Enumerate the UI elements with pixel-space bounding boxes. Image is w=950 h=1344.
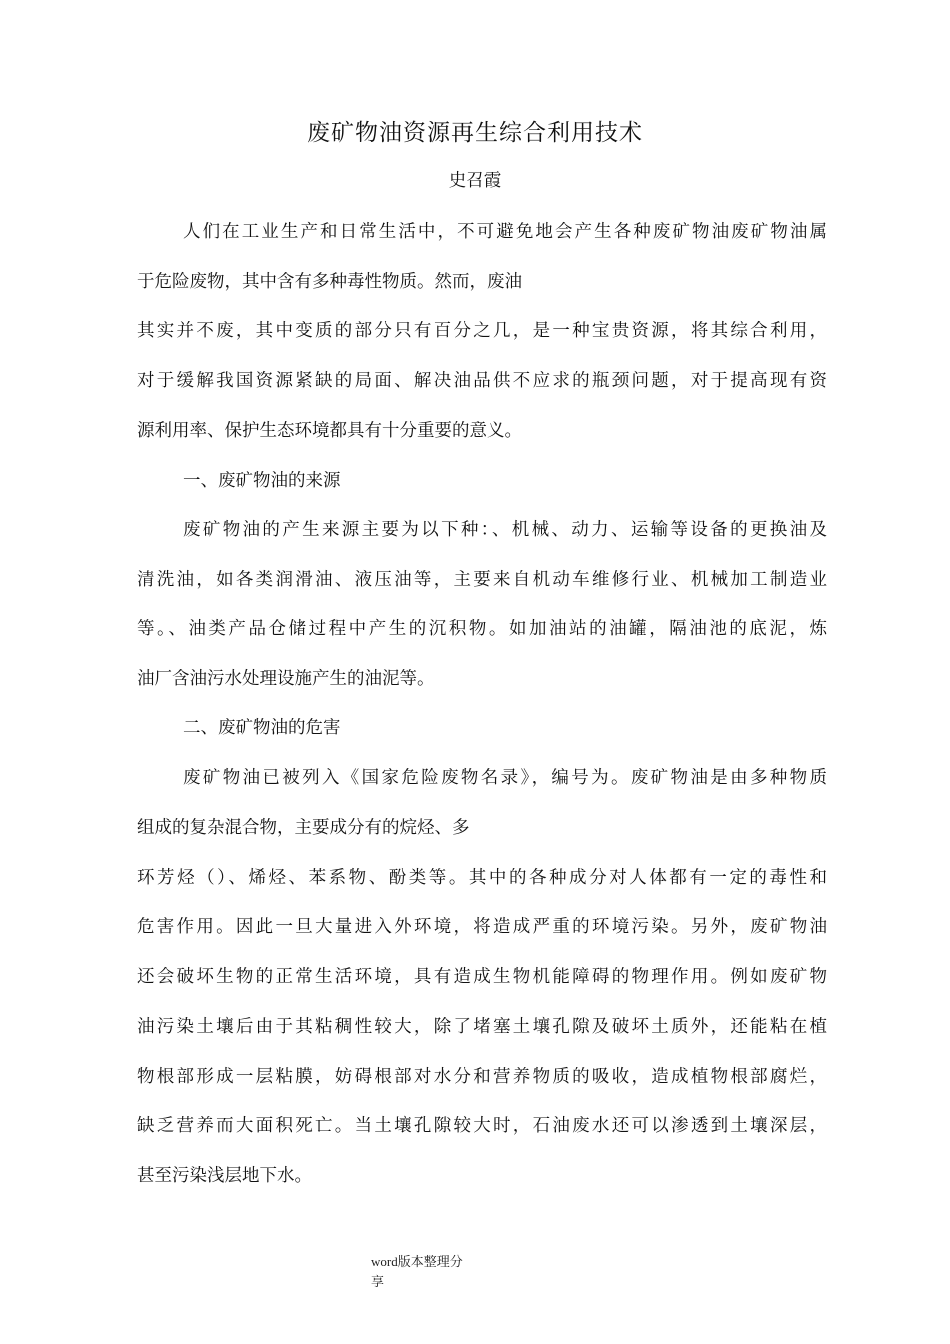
footer-line: word版本整理分: [371, 1254, 463, 1269]
paragraph-line: 对于缓解我国资源紧缺的局面、解决油品供不应求的瓶颈问题，对于提高现有资: [137, 371, 827, 391]
paragraph-line: 等。、油类产品仓储过程中产生的沉积物。如加油站的油罐，隔油池的底泥，炼: [137, 619, 827, 639]
document-author: 史召霞: [448, 171, 502, 191]
paragraph-line: 缺乏营养而大面积死亡。当土壤孔隙较大时，石油废水还可以渗透到土壤深层，: [137, 1116, 827, 1136]
footer-line: 享: [371, 1274, 385, 1289]
paragraph-line: 危害作用。因此一旦大量进入外环境，将造成严重的环境污染。另外，废矿物油: [137, 917, 827, 937]
paragraph-line: 甚至污染浅层地下水。: [137, 1166, 312, 1186]
paragraph-line: 还会破坏生物的正常生活环境，具有造成生物机能障碍的物理作用。例如废矿物: [137, 967, 827, 987]
paragraph-line: 源利用率、保护生态环境都具有十分重要的意义。: [137, 421, 522, 441]
paragraph-line: 人们在工业生产和日常生活中，不可避免地会产生各种废矿物油废矿物油属: [183, 222, 827, 242]
section-heading: 二、废矿物油的危害: [183, 718, 341, 738]
document-title: 废矿物油资源再生综合利用技术: [307, 120, 643, 146]
paragraph-line: 废矿物油的产生来源主要为以下种：、机械、动力、运输等设备的更换油及: [183, 520, 827, 540]
paragraph-line: 其实并不废，其中变质的部分只有百分之几，是一种宝贵资源，将其综合利用，: [137, 321, 827, 341]
paragraph-line: 油污染土壤后由于其粘稠性较大，除了堵塞土壤孔隙及破坏土质外，还能粘在植: [137, 1017, 827, 1037]
paragraph-line: 废矿物油已被列入《国家危险废物名录》，编号为。废矿物油是由多种物质: [183, 768, 827, 788]
paragraph-line: 环芳烃（）、烯烃、苯系物、酚类等。其中的各种成分对人体都有一定的毒性和: [137, 868, 827, 888]
paragraph-line: 油厂含油污水处理设施产生的油泥等。: [137, 669, 435, 689]
paragraph-line: 组成的复杂混合物，主要成分有的烷烃、多: [137, 818, 470, 838]
section-heading: 一、废矿物油的来源: [183, 471, 341, 491]
page-footer: [371, 1252, 491, 1292]
paragraph-line: 于危险废物，其中含有多种毒性物质。然而，废油: [137, 272, 522, 292]
paragraph-line: 清洗油，如各类润滑油、液压油等，主要来自机动车维修行业、机械加工制造业: [137, 570, 827, 590]
paragraph-line: 物根部形成一层粘膜，妨碍根部对水分和营养物质的吸收，造成植物根部腐烂，: [137, 1067, 827, 1087]
